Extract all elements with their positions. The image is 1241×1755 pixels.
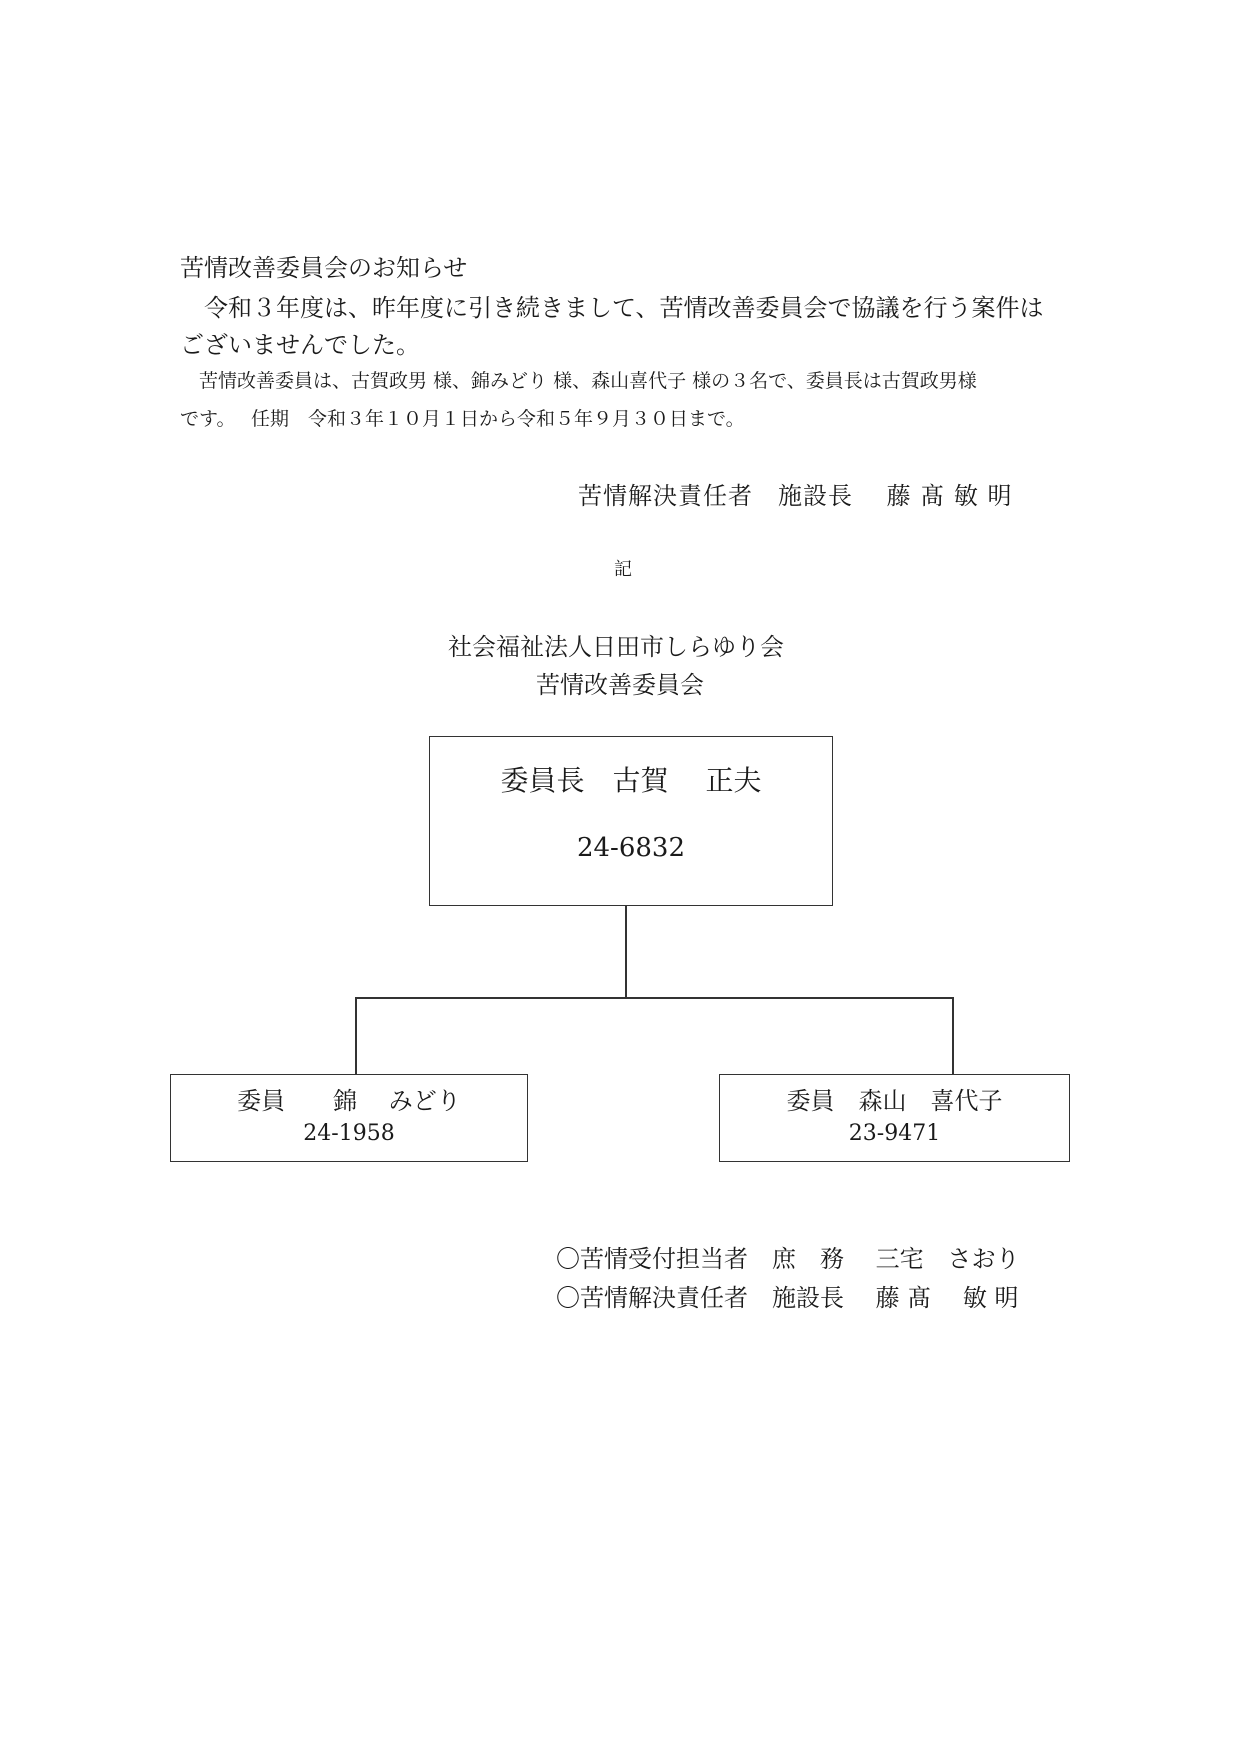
member-box-left bbox=[170, 1074, 528, 1162]
chair-phone: 24-6832 bbox=[576, 833, 686, 863]
connector-horizontal bbox=[355, 997, 953, 999]
connector-chair-vertical bbox=[625, 906, 627, 998]
notice-paragraph-1-line-1: 令和３年度は、昨年度に引き続きまして、苦情改善委員会で協議を行う案件は bbox=[180, 294, 1044, 322]
footer-resolution-contact: 〇苦情解決責任者 施設長 藤 髙 敏 明 bbox=[556, 1284, 1019, 1312]
notice-paragraph-2-line-1: 苦情改善委員は、古賀政男 様、錦みどり 様、森山喜代子 様の３名で、委員長は古賀政男様 bbox=[180, 370, 977, 392]
footer-reception-contact: 〇苦情受付担当者 庶 務 三宅 さおり bbox=[556, 1245, 1020, 1273]
organization-name: 社会福祉法人日田市しらゆり会 bbox=[448, 633, 784, 661]
connector-left-vertical bbox=[355, 997, 357, 1074]
committee-name: 苦情改善委員会 bbox=[536, 671, 704, 699]
connector-right-vertical bbox=[952, 997, 954, 1074]
notice-signature: 苦情解決責任者 施設長 藤 髙 敏 明 bbox=[578, 482, 1013, 510]
chair-box bbox=[429, 736, 833, 906]
member-phone: 23-9471 bbox=[848, 1121, 941, 1146]
ki-mark: 記 bbox=[614, 559, 632, 580]
chair-label: 委員長 古賀 正夫 bbox=[500, 764, 762, 797]
notice-title: 苦情改善委員会のお知らせ bbox=[180, 254, 468, 282]
member-box-right bbox=[719, 1074, 1070, 1162]
member-label: 委員 森山 喜代子 bbox=[786, 1087, 1003, 1115]
notice-paragraph-2-line-2: です。 任期 令和３年１０月１日から令和５年９月３０日まで。 bbox=[180, 408, 745, 430]
member-phone: 24-1958 bbox=[303, 1121, 395, 1146]
notice-paragraph-1-line-2: ございませんでした。 bbox=[180, 331, 420, 359]
member-label: 委員 錦 みどり bbox=[237, 1087, 461, 1115]
